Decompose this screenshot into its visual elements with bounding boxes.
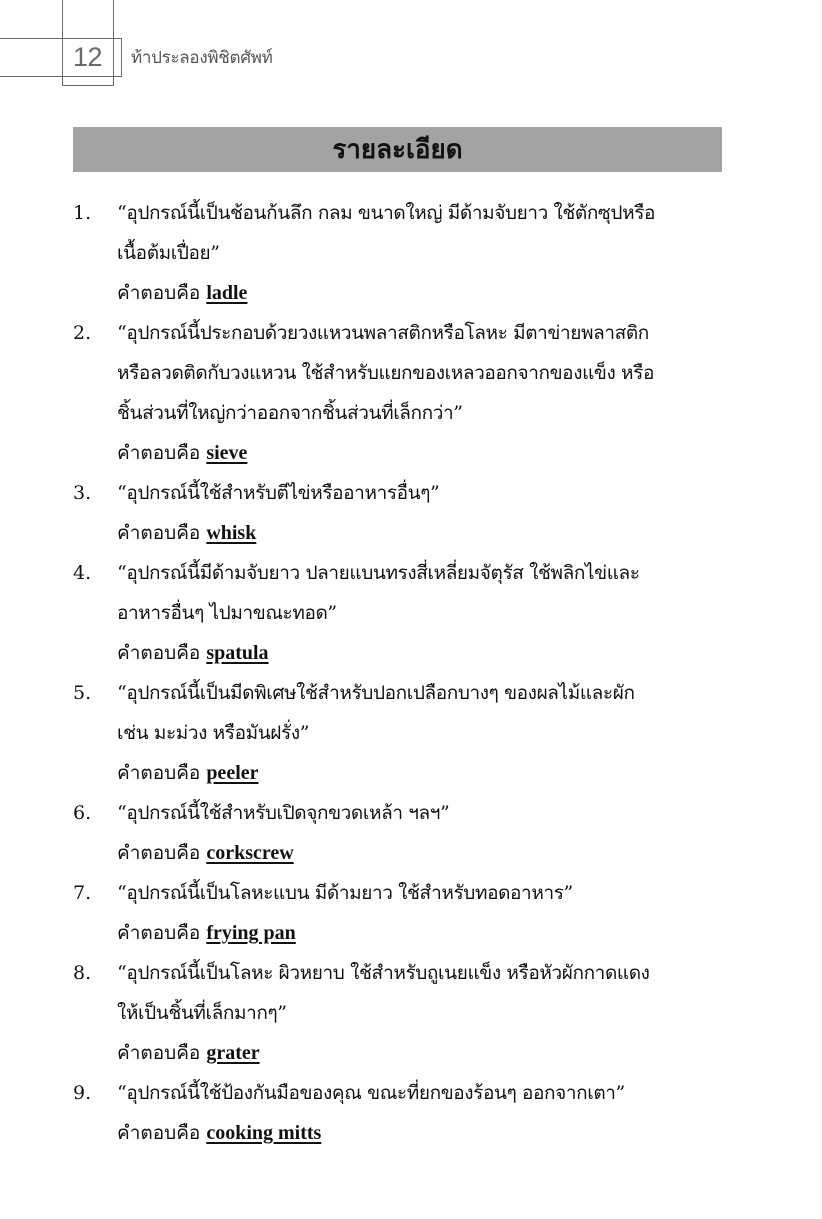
page-number: 12 <box>72 42 103 72</box>
item-body <box>117 473 733 553</box>
item-description-line: อาหารอื่นๆ ไปมาขณะทอด” <box>117 602 337 624</box>
item-description-line: “อุปกรณ์นี้มีด้ามจับยาว ปลายแบนทรงสี่เหลี่ยมจัตุรัส ใช้พลิกไข่และ <box>117 562 640 584</box>
answer-word: whisk <box>206 522 257 544</box>
item-answer <box>117 633 733 673</box>
answer-label: คำตอบคือ <box>117 842 201 864</box>
item-description-line: “อุปกรณ์นี้ใช้สำหรับเปิดจุกขวดเหล้า ฯลฯ” <box>117 802 450 824</box>
item-body <box>117 1073 733 1153</box>
answer-word: corkscrew <box>206 842 294 864</box>
item-body <box>117 193 733 313</box>
item-answer <box>117 1033 733 1073</box>
frame-line-vertical-right <box>113 0 114 86</box>
list-item <box>73 1073 733 1153</box>
item-description-line: เนื้อต้มเปื่อย” <box>117 242 220 264</box>
answer-label: คำตอบคือ <box>117 762 201 784</box>
item-number: 2. <box>73 322 92 344</box>
answer-word: spatula <box>206 642 269 664</box>
list-item <box>73 313 733 473</box>
item-answer <box>117 433 733 473</box>
list-item <box>73 193 733 313</box>
section-title: รายละเอียด <box>332 135 463 165</box>
item-body <box>117 313 733 473</box>
item-description-line: “อุปกรณ์นี้ใช้ป้องกันมือของคุณ ขณะที่ยกของร้อนๆ ออกจากเตา” <box>117 1082 625 1104</box>
item-description-line: “อุปกรณ์นี้ใช้สำหรับตีไข่หรืออาหารอื่นๆ” <box>117 482 440 504</box>
item-number: 9. <box>73 1082 92 1104</box>
item-description-line: เช่น มะม่วง หรือมันฝรั่ง” <box>117 722 310 744</box>
answer-word: sieve <box>206 442 248 464</box>
item-number: 6. <box>73 802 92 824</box>
answer-label: คำตอบคือ <box>117 1042 201 1064</box>
item-answer <box>117 913 733 953</box>
item-body <box>117 953 733 1073</box>
item-description-line: “อุปกรณ์นี้ประกอบด้วยวงแหวนพลาสติกหรือโลหะ มีตาข่ายพลาสติก <box>117 322 649 344</box>
list-item <box>73 873 733 953</box>
item-description-line: “อุปกรณ์นี้เป็นช้อนก้นลึก กลม ขนาดใหญ่ มีด้ามจับยาว ใช้ตักซุปหรือ <box>117 202 656 224</box>
answer-label: คำตอบคือ <box>117 282 201 304</box>
item-description-line: “อุปกรณ์นี้เป็นโลหะ ผิวหยาบ ใช้สำหรับถูเนยแข็ง หรือหัวผักกาดแดง <box>117 962 650 984</box>
list-item <box>73 553 733 673</box>
list-item <box>73 673 733 793</box>
list-item <box>73 793 733 873</box>
item-description-line: “อุปกรณ์นี้เป็นมีดพิเศษใช้สำหรับปอกเปลือกบางๆ ของผลไม้และผัก <box>117 682 635 704</box>
item-number: 8. <box>73 962 92 984</box>
item-answer <box>117 513 733 553</box>
answer-label: คำตอบคือ <box>117 922 201 944</box>
item-answer <box>117 753 733 793</box>
item-body <box>117 793 733 873</box>
frame-line-foot <box>62 85 114 86</box>
item-description-line: หรือลวดติดกับวงแหวน ใช้สำหรับแยกของเหลวออกจากของแข็ง หรือ <box>117 362 654 384</box>
answer-word: peeler <box>206 762 259 784</box>
answer-word: frying pan <box>206 922 296 944</box>
section-title-bar <box>73 127 722 172</box>
item-description-line: “อุปกรณ์นี้เป็นโลหะแบน มีด้ามยาว ใช้สำหรับทอดอาหาร” <box>117 882 573 904</box>
item-body <box>117 873 733 953</box>
item-body <box>117 553 733 673</box>
item-number: 4. <box>73 562 92 584</box>
item-number: 1. <box>73 202 92 224</box>
list-item <box>73 473 733 553</box>
item-answer <box>117 1113 733 1153</box>
item-answer <box>117 273 733 313</box>
answer-label: คำตอบคือ <box>117 1122 201 1144</box>
item-description-line: ชิ้นส่วนที่ใหญ่กว่าออกจากชิ้นส่วนที่เล็กกว่า” <box>117 402 463 424</box>
running-title: ท้าประลองพิชิตศัพท์ <box>131 47 273 68</box>
item-number: 5. <box>73 682 92 704</box>
answer-word: ladle <box>206 282 248 304</box>
answer-word: cooking mitts <box>206 1122 322 1144</box>
list-item <box>73 953 733 1073</box>
item-description-line: ให้เป็นชิ้นที่เล็กมากๆ” <box>117 1002 287 1024</box>
answer-label: คำตอบคือ <box>117 442 201 464</box>
item-body <box>117 673 733 793</box>
item-answer <box>117 833 733 873</box>
answer-label: คำตอบคือ <box>117 522 201 544</box>
frame-line-box-right <box>121 38 122 77</box>
answer-word: grater <box>206 1042 260 1064</box>
item-number: 7. <box>73 882 92 904</box>
answer-label: คำตอบคือ <box>117 642 201 664</box>
answer-list <box>73 193 733 1153</box>
item-number: 3. <box>73 482 92 504</box>
